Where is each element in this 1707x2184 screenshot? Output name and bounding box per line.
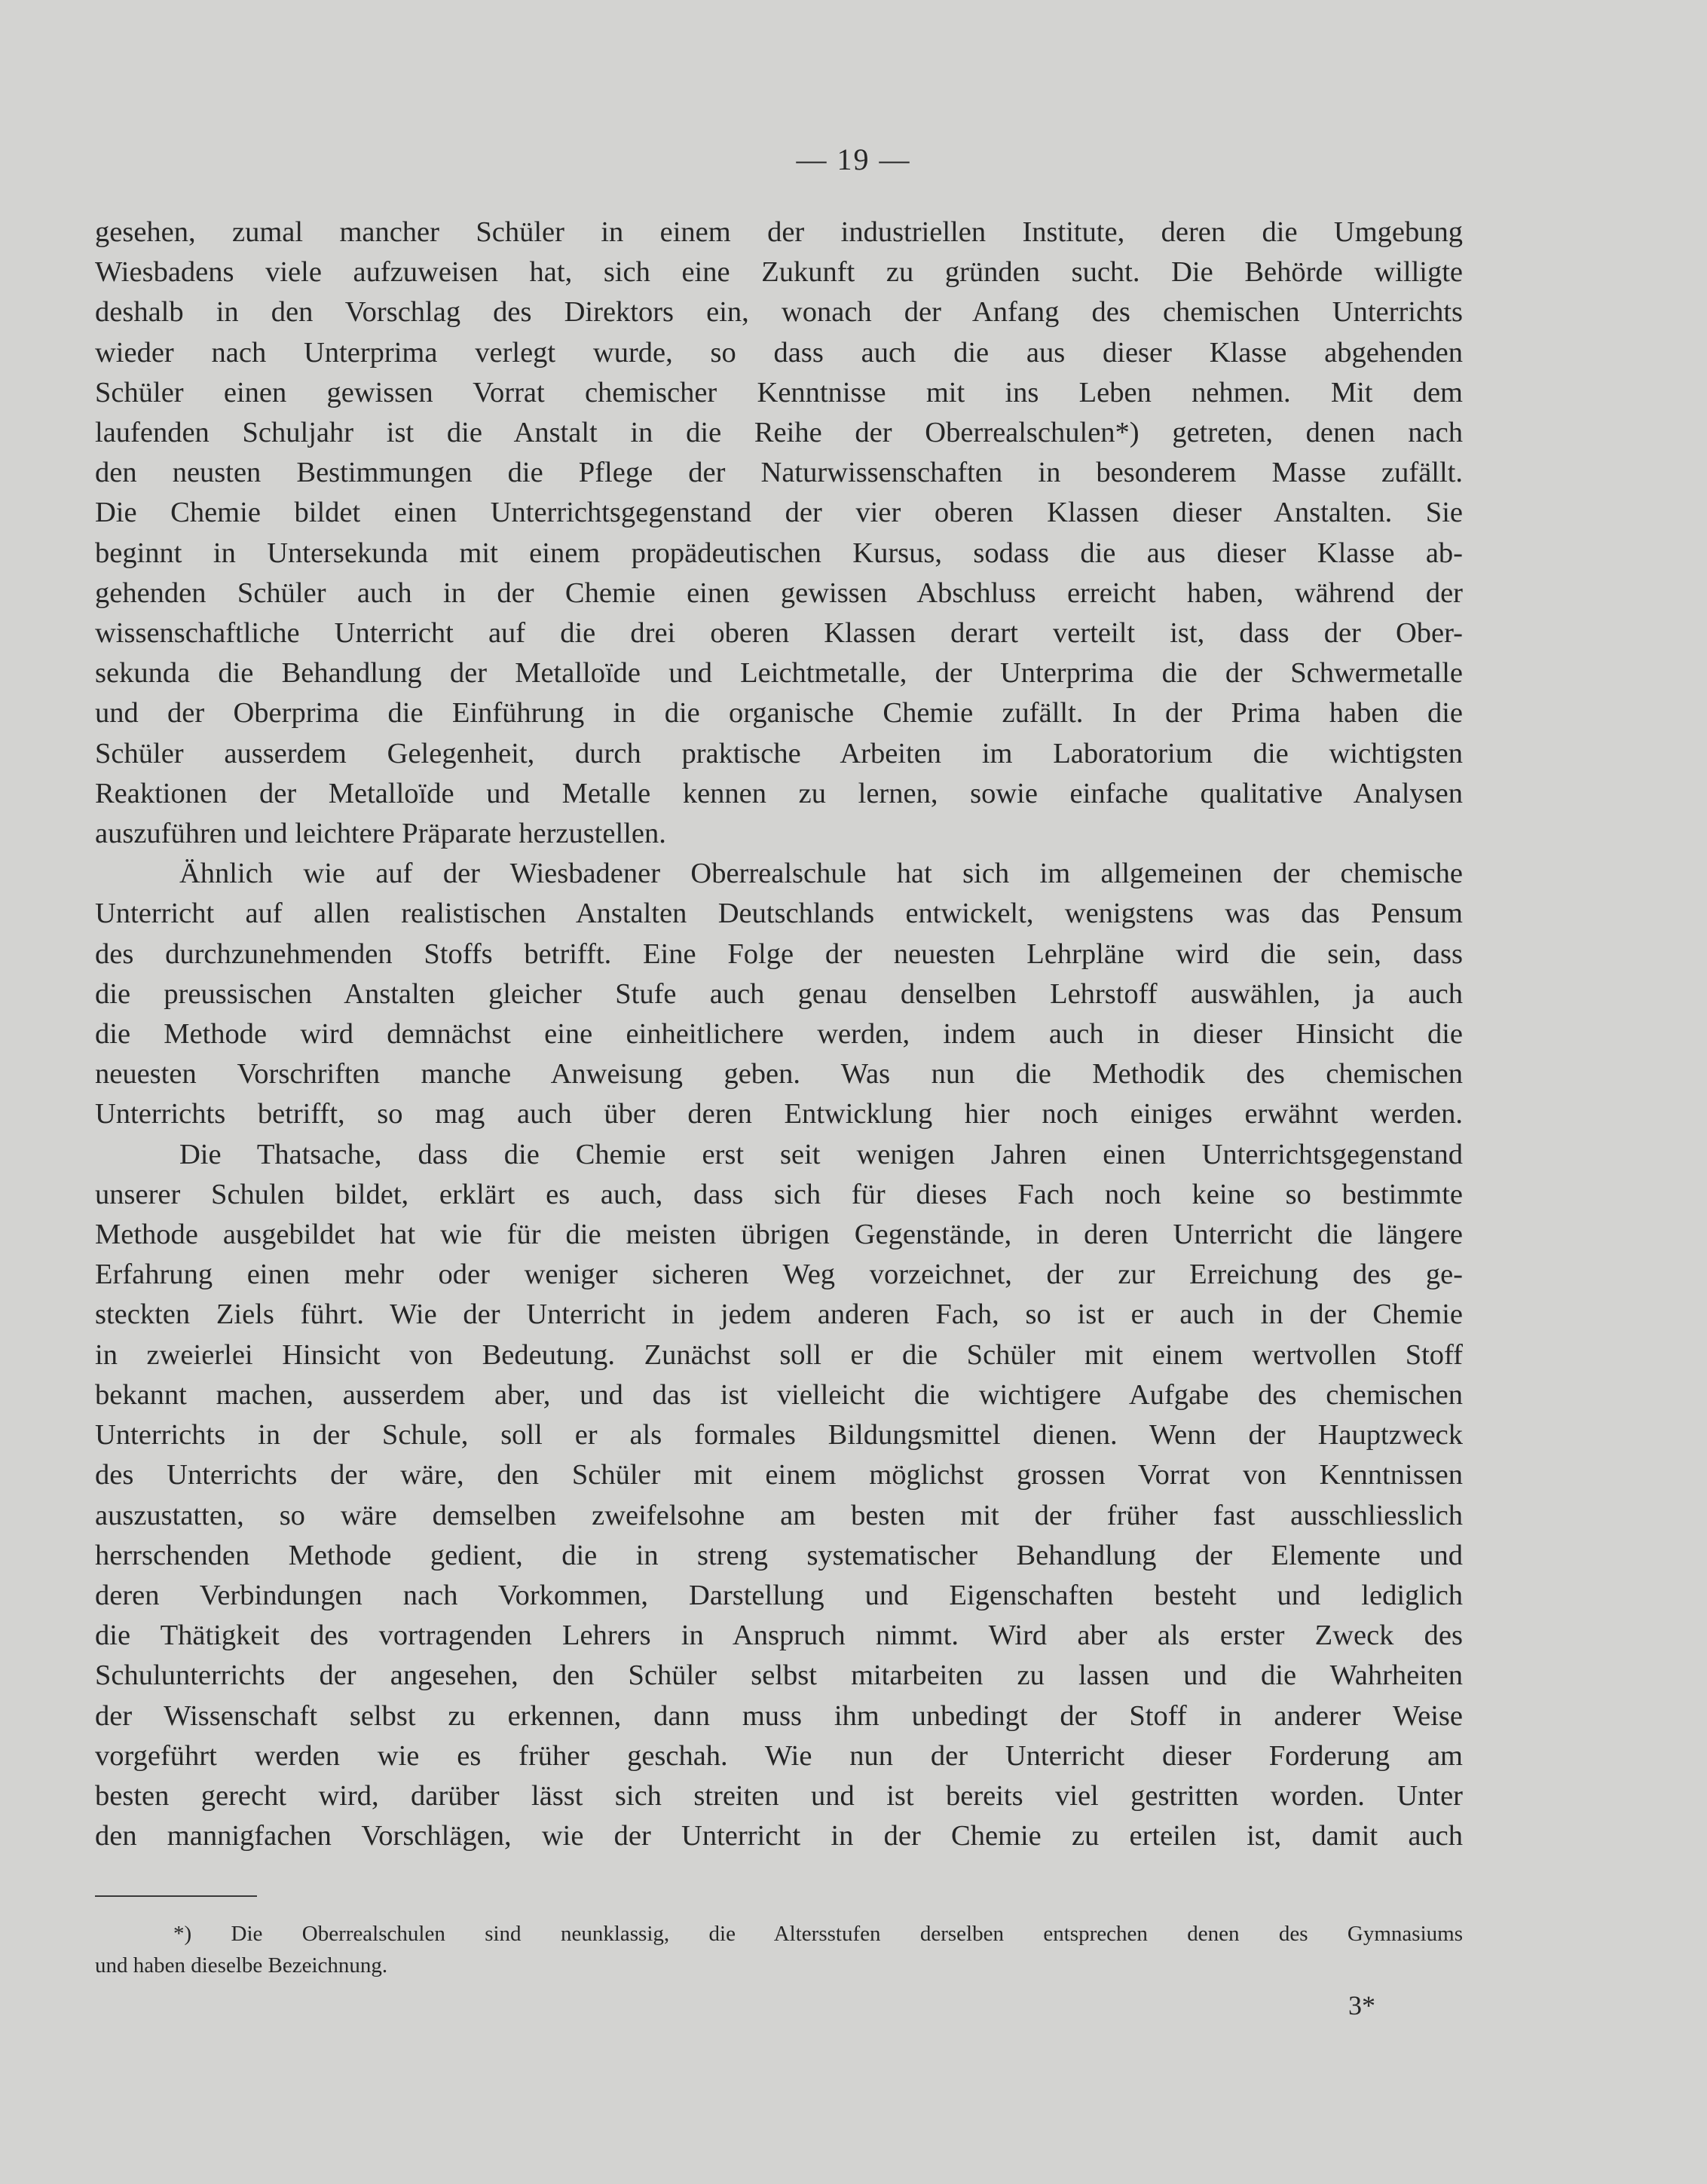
text-line: deren Verbindungen nach Vorkommen, Darstellung und Eigenschaften besteht und lediglich	[95, 1579, 1463, 1611]
text-line: Schulunterrichts der angesehen, den Schüler selbst mitarbeiten zu lassen und die Wahrheiten	[95, 1659, 1463, 1692]
footnote-line: und haben dieselbe Bezeichnung.	[95, 1953, 388, 1978]
text-line: neuesten Vorschriften manche Anweisung geben. Was nun die Methodik des chemischen	[95, 1058, 1463, 1090]
footnote-divider	[95, 1895, 257, 1897]
text-line: steckten Ziels führt. Wie der Unterricht in jedem anderen Fach, so ist er auch in der Chemie	[95, 1298, 1463, 1331]
text-line: bekannt machen, ausserdem aber, und das ist vielleicht die wichtigere Aufgabe des chemischen	[95, 1378, 1463, 1411]
text-line: die Methode wird demnächst eine einheitlichere werden, indem auch in dieser Hinsicht die	[95, 1018, 1463, 1051]
text-line: gehenden Schüler auch in der Chemie einen gewissen Abschluss erreicht haben, während der	[95, 577, 1463, 609]
text-line: Reaktionen der Metalloïde und Metalle kennen zu lernen, sowie einfache qualitative Analysen	[95, 777, 1463, 809]
signature-mark: 3*	[1348, 1990, 1375, 2020]
text-line: des durchzunehmenden Stoffs betrifft. Eine Folge der neuesten Lehrpläne wird die sein, dass	[95, 938, 1463, 970]
text-line: den neusten Bestimmungen die Pflege der Naturwissenschaften in besonderem Masse zufällt.	[95, 457, 1463, 489]
text-line: Methode ausgebildet hat wie für die meisten übrigen Gegenstände, in deren Unterricht die längere	[95, 1219, 1463, 1251]
text-line: auszuführen und leichtere Präparate herzustellen.	[95, 818, 666, 850]
text-line: den mannigfachen Vorschlägen, wie der Unterricht in der Chemie zu erteilen ist, damit auch	[95, 1820, 1463, 1852]
text-line: Unterricht auf allen realistischen Anstalten Deutschlands entwickelt, wenigstens was das Pensum	[95, 898, 1463, 930]
text-line: und der Oberprima die Einführung in die organische Chemie zufällt. In der Prima haben die	[95, 697, 1463, 730]
paragraph-1	[95, 213, 1463, 854]
text-line: herrschenden Methode gedient, die in streng systematischer Behandlung der Elemente und	[95, 1539, 1463, 1571]
paragraph-3	[95, 1135, 1463, 1857]
text-line: besten gerecht wird, darüber lässt sich streiten und ist bereits viel gestritten worden. Unter	[95, 1779, 1463, 1812]
text-line: Unterrichts in der Schule, soll er als formales Bildungsmittel dienen. Wenn der Hauptzweck	[95, 1419, 1463, 1451]
text-line: Die Thatsache, dass die Chemie erst seit wenigen Jahren einen Unterrichtsgegenstand	[179, 1138, 1463, 1170]
text-line: beginnt in Untersekunda mit einem propädeutischen Kursus, sodass die aus dieser Klasse ab-	[95, 537, 1463, 569]
text-line: Ähnlich wie auf der Wiesbadener Oberrealschule hat sich im allgemeinen der chemische	[179, 858, 1463, 890]
text-line: die Thätigkeit des vortragenden Lehrers in Anspruch nimmt. Wird aber als erster Zweck des	[95, 1620, 1463, 1652]
text-line: Unterrichts betrifft, so mag auch über deren Entwicklung hier noch einiges erwähnt werden.	[95, 1098, 1463, 1130]
text-line: Schüler einen gewissen Vorrat chemischer Kenntnisse mit ins Leben nehmen. Mit dem	[95, 376, 1463, 408]
text-line: des Unterrichts der wäre, den Schüler mit einem möglichst grossen Vorrat von Kenntnissen	[95, 1459, 1463, 1491]
text-line: gesehen, zumal mancher Schüler in einem der industriellen Institute, deren die Umgebung	[95, 216, 1463, 248]
footnote-line: *) Die Oberrealschulen sind neunklassig, die Altersstufen derselben entsprechen denen des Gymnasiums	[173, 1922, 1463, 1946]
text-line: wissenschaftliche Unterricht auf die drei oberen Klassen derart verteilt ist, dass der Ober-	[95, 617, 1463, 650]
text-line: vorgeführt werden wie es früher geschah. Wie nun der Unterricht dieser Forderung am	[95, 1739, 1463, 1772]
text-line: deshalb in den Vorschlag des Direktors ein, wonach der Anfang des chemischen Unterrichts	[95, 296, 1463, 329]
text-line: auszustatten, so wäre demselben zweifelsohne am besten mit der früher fast ausschliesslich	[95, 1499, 1463, 1531]
text-line: unserer Schulen bildet, erklärt es auch, dass sich für dieses Fach noch keine so bestimmte	[95, 1178, 1463, 1210]
body-text	[95, 213, 1463, 1856]
text-line: in zweierlei Hinsicht von Bedeutung. Zunächst soll er die Schüler mit einem wertvollen Stoff	[95, 1338, 1463, 1371]
text-line: wieder nach Unterprima verlegt wurde, so dass auch die aus dieser Klasse abgehenden	[95, 336, 1463, 369]
text-line: Wiesbadens viele aufzuweisen hat, sich eine Zukunft zu gründen sucht. Die Behörde willigte	[95, 256, 1463, 289]
text-line: Die Chemie bildet einen Unterrichtsgegenstand der vier oberen Klassen dieser Anstalten. Sie	[95, 497, 1463, 529]
page-number: — 19 —	[796, 142, 911, 176]
text-line: Erfahrung einen mehr oder weniger sicheren Weg vorzeichnet, der zur Erreichung des ge-	[95, 1259, 1463, 1291]
text-line: laufenden Schuljahr ist die Anstalt in die Reihe der Oberrealschulen*) getreten, denen nach	[95, 417, 1463, 449]
footnote	[95, 1918, 1463, 1981]
paragraph-2	[95, 854, 1463, 1134]
text-line: Schüler ausserdem Gelegenheit, durch praktische Arbeiten im Laboratorium die wichtigsten	[95, 737, 1463, 769]
text-line: sekunda die Behandlung der Metalloïde und Leichtmetalle, der Unterprima die der Schwermetalle	[95, 657, 1463, 690]
text-line: die preussischen Anstalten gleicher Stufe auch genau denselben Lehrstoff auswählen, ja auch	[95, 977, 1463, 1010]
text-line: der Wissenschaft selbst zu erkennen, dann muss ihm unbedingt der Stoff in anderer Weise	[95, 1699, 1463, 1732]
